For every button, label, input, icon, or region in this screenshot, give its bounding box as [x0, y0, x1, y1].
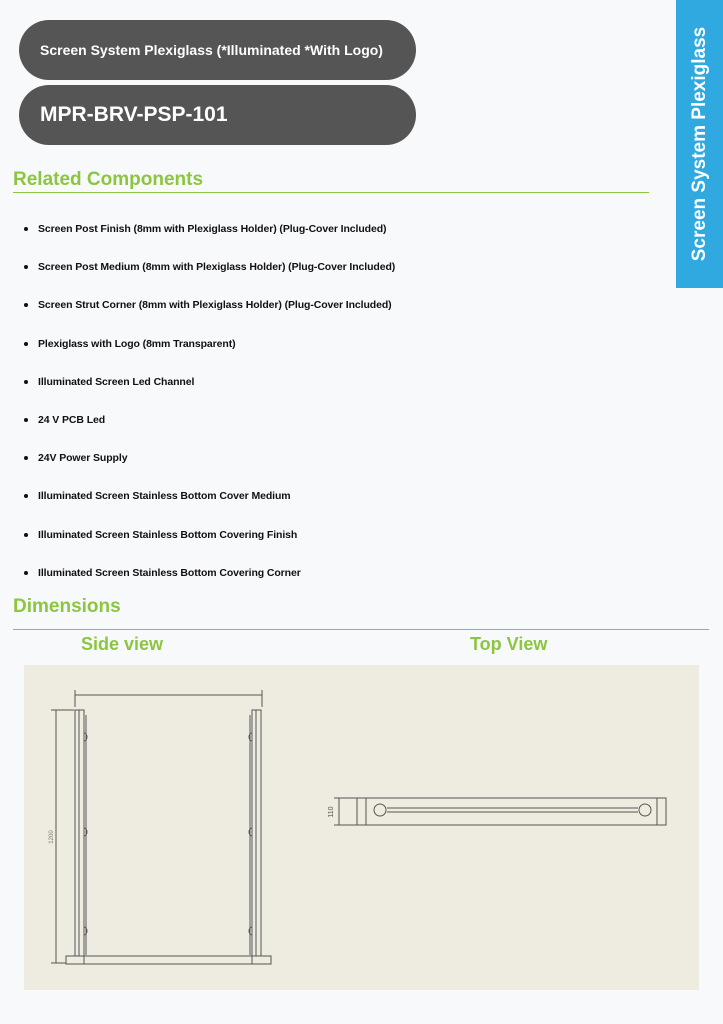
product-title: Screen System Plexiglass (*Illuminated *With Logo): [40, 42, 383, 58]
side-height-dimension: 1200: [49, 830, 55, 844]
list-item: 24 V PCB Led: [22, 401, 395, 439]
list-item: Screen Strut Corner (8mm with Plexiglass Holder) (Plug-Cover Included): [22, 286, 395, 324]
top-view-label: Top View: [470, 634, 548, 654]
product-title-pill: [19, 20, 416, 80]
product-code: MPR-BRV-PSP-101: [40, 103, 228, 126]
dimensions-heading: Dimensions: [13, 596, 121, 617]
top-depth-dimension: 110: [328, 806, 335, 818]
list-item: Illuminated Screen Stainless Bottom Covering Finish: [22, 516, 395, 554]
list-item: Illuminated Screen Stainless Bottom Cover Medium: [22, 477, 395, 515]
components-list: [22, 210, 395, 592]
side-tab: [676, 0, 723, 288]
dimensions-divider: [13, 629, 709, 630]
top-view-drawing: [334, 798, 666, 825]
list-item: Illuminated Screen Led Channel: [22, 363, 395, 401]
technical-drawing: [24, 665, 699, 990]
side-view-drawing: [51, 690, 271, 964]
list-item: Plexiglass with Logo (8mm Transparent): [22, 325, 395, 363]
side-view-label: Side view: [81, 634, 164, 654]
list-item: Screen Post Medium (8mm with Plexiglass Holder) (Plug-Cover Included): [22, 248, 395, 286]
related-components-heading: Related Components: [13, 169, 204, 190]
list-item: 24V Power Supply: [22, 439, 395, 477]
list-item: Screen Post Finish (8mm with Plexiglass Holder) (Plug-Cover Included): [22, 210, 395, 248]
list-item: Illuminated Screen Stainless Bottom Covering Corner: [22, 554, 395, 592]
technical-drawing-panel: [24, 665, 699, 990]
side-tab-label: Screen System Plexiglass: [688, 26, 710, 262]
related-divider: [13, 192, 649, 193]
product-code-pill: [19, 85, 416, 145]
